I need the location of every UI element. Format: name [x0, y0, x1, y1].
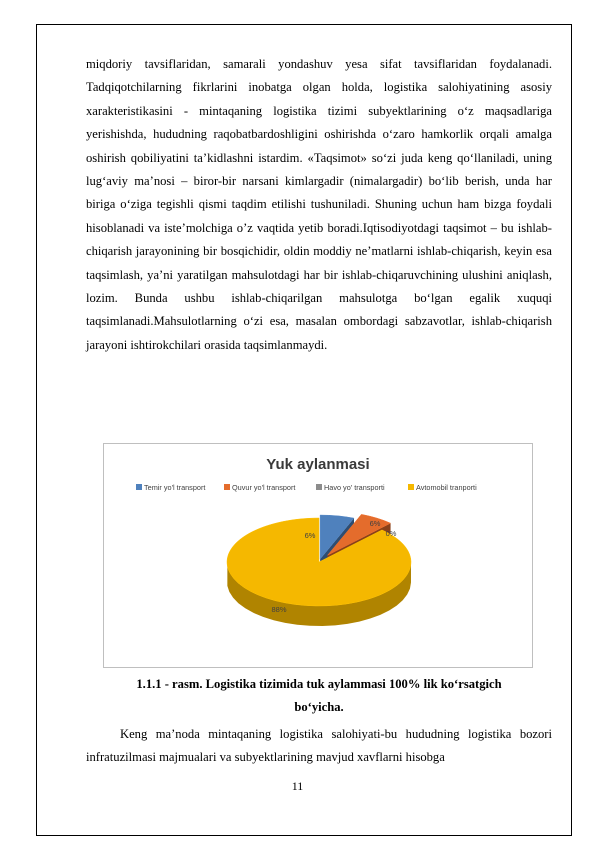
- legend-label: Havo yo' transporti: [324, 483, 385, 492]
- legend-label: Avtomobil tranporti: [416, 483, 477, 492]
- data-label: 6%: [304, 531, 316, 540]
- legend-swatch: [224, 484, 230, 490]
- legend-swatch: [136, 484, 142, 490]
- body-text: miqdoriy tavsiflaridan, samarali yondashuv yesa sifat tavsiflaridan foydalanadi. Tadqiqotchilarning fikrlarini inobatga olgan holda, logistika salohiyatining asosiy xarakteristikasini - mintaqaning logistika tizimi subyektlarining o‘z maqsadlariga yerishishda, hududning raqobatbardoshligini oshirishda o‘zaro hamkorlik orqali amalga oshirish qobiliyatini ta’kidlashni istardim. «Taqsimot» so‘zi juda keng qo‘llaniladi, uning lug‘aviy ma’nosi – biror-bir narsani kimlargadir (nimalargadir) bo‘lib berish, unda har biriga o‘ziga tegishli qismi taqdim etilishi tushuniladi. Shuning uchun ham bizga foydali hisoblanadi va iste’molchiga o’z vaqtida yetib boradi.Iqtisodiyotdagi taqsimot – bu ishlab-chiqarish jarayonining bir bosqichidir, oldin moddiy ne’matlarni ishlab-chiqarish, keyin esa taqsimlash, ya’ni yaratilgan mahsulotdagi har bir ishlab-chiqaruvchining ulushini aniqlash, lozim. Bunda ushbu ishlab-chiqarilgan mahsulotga bo‘lgan egalik xuquqi taqsimlanadi.Mahsulotlarning o‘zi esa, masalan ombordagi sabzavotlar, ishlab-chiqarish jarayoni ishtirokchilari orasida taqsimlanmaydi.: [86, 57, 552, 352]
- pie-chart: [104, 444, 532, 667]
- legend-swatch: [408, 484, 414, 490]
- chart-container: [103, 443, 533, 668]
- legend-label: Quvur yo'l transport: [232, 483, 296, 492]
- data-label: 0%: [385, 529, 397, 538]
- chart-title: Yuk aylanmasi: [266, 456, 370, 473]
- data-label: 88%: [271, 605, 287, 614]
- caption-line-2: bo‘yicha.: [294, 700, 344, 715]
- caption-line-1: 1.1.1 - rasm. Logistika tizimida tuk aylammasi 100% lik ko‘rsatgich: [136, 677, 502, 691]
- figure-caption: [86, 673, 552, 720]
- pie-slice: [227, 518, 411, 606]
- data-label: 6%: [369, 519, 381, 528]
- body-paragraph: [86, 53, 552, 357]
- legend-label: Temir yo'l transport: [144, 483, 206, 492]
- body-paragraph-2: Keng ma’noda mintaqaning logistika salohiyati-bu hududning logistika bozori infratuzilmasi majmualari va subyektlarining mavjud xavflarni hisobga: [86, 727, 552, 765]
- page-number: 11: [291, 779, 304, 793]
- legend-swatch: [316, 484, 322, 490]
